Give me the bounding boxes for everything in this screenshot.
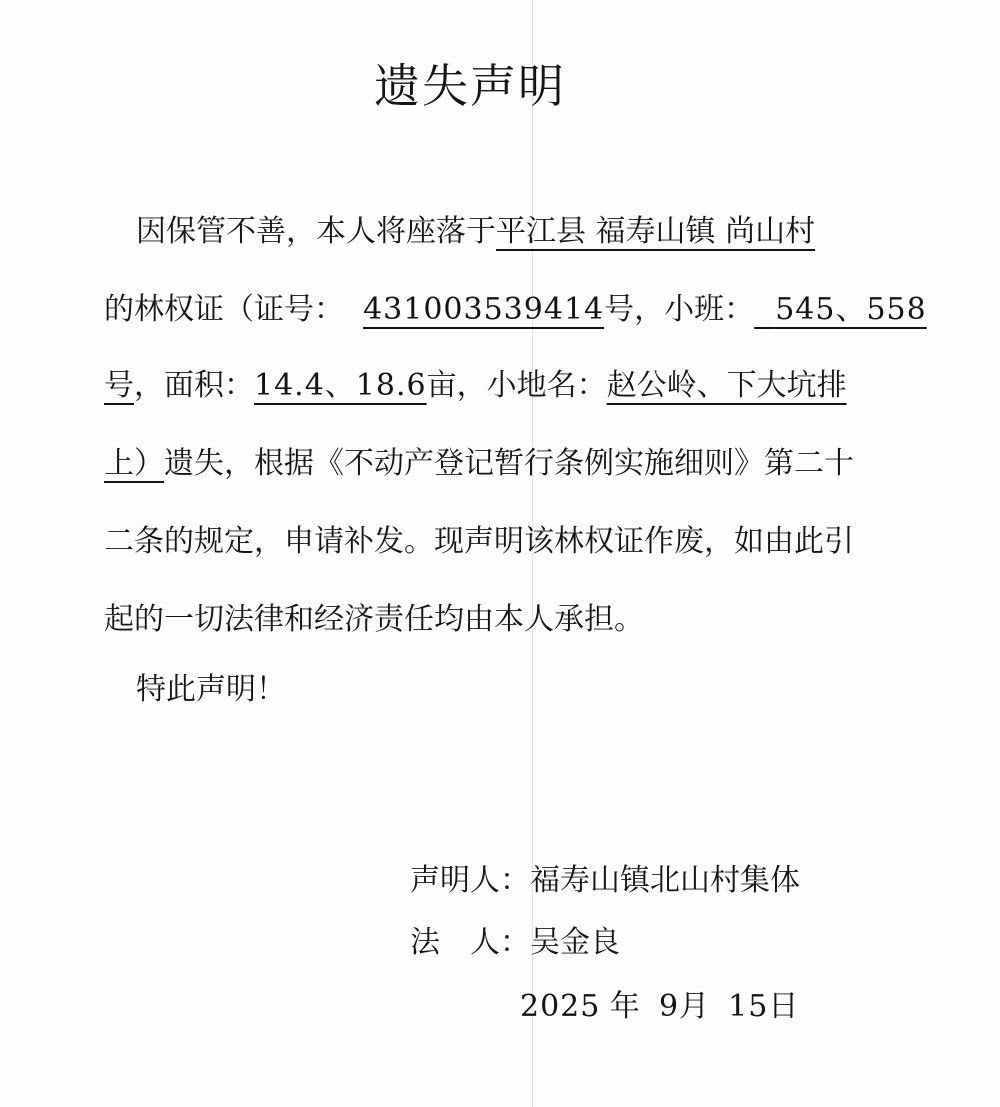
day-char: 日	[768, 989, 799, 1024]
year-char: 年	[609, 989, 640, 1024]
closing-text: 特此声明！	[136, 672, 286, 707]
area-values: 14.4、18.6	[254, 368, 427, 403]
date-year: 2025	[520, 989, 601, 1024]
body-line-3	[104, 362, 847, 410]
body-text: 亩，小地名：	[426, 368, 607, 403]
body-text: 的林权证（证号：	[104, 292, 344, 327]
body-text: 号，小班：	[604, 292, 755, 327]
body-line-1	[136, 208, 815, 256]
certificate-number: 431003539414	[363, 292, 605, 327]
legal-person-name: 吴金良	[530, 925, 620, 960]
legal-person-line	[410, 920, 620, 966]
declarant-label: 声明人：	[410, 863, 530, 898]
month-char: 月	[679, 989, 710, 1024]
body-line-6: 起的一切法律和经济责任均由本人承担。	[104, 602, 644, 637]
body-text: ，面积：	[134, 368, 254, 403]
plot-numbers-end: 号	[104, 368, 134, 403]
place-name: 赵公岭、下大坑排	[606, 368, 847, 403]
county-name: 平江县 福寿山镇 尚山村	[496, 214, 816, 249]
date-day: 15	[728, 989, 769, 1024]
legal-person-label: 法 人：	[410, 925, 530, 960]
plot-numbers: 545、558	[775, 292, 927, 327]
body-line-2	[104, 286, 927, 334]
body-text: 遗失，根据《不动产登记暂行条例实施细则》第二十	[164, 446, 854, 481]
town-name: 福寿山镇	[595, 214, 716, 249]
declarant-name: 福寿山镇北山村集体	[530, 863, 800, 898]
village-name: 尚山村	[725, 214, 816, 249]
date-line	[520, 984, 798, 1030]
place-name-end: 上）	[104, 446, 164, 481]
body-line-5: 二条的规定，申请补发。现声明该林权证作废，如由此引	[104, 524, 854, 559]
declarant-line	[410, 858, 800, 904]
document-title: 遗失声明	[374, 59, 566, 113]
body-line-4	[104, 440, 854, 488]
body-text: 因保管不善，本人将座落于	[136, 214, 496, 249]
date-month: 9	[658, 989, 680, 1024]
